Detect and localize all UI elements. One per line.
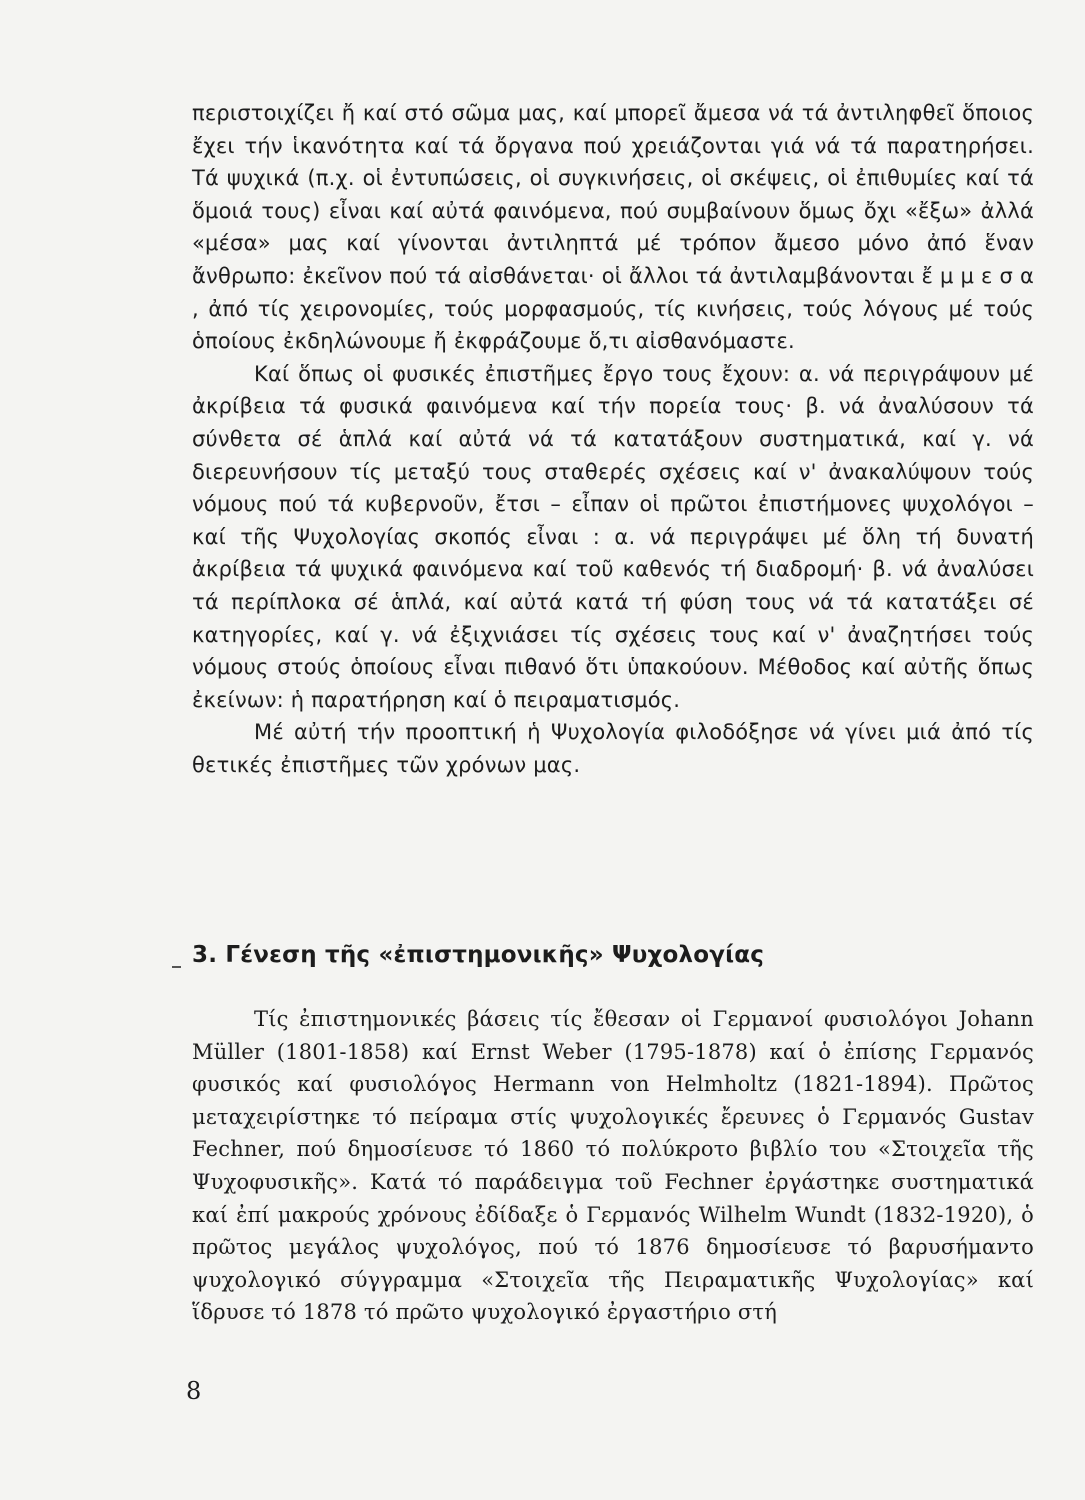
heading-margin-mark (172, 966, 181, 968)
paragraph-scientific-foundations: Τίς ἐπιστημονικές βάσεις τίς ἔθεσαν οἱ Γερμανοί φυσιολόγοι Johann Müller (1801-1858) καί Ernst Weber (1795-1878) καί ὁ ἐπίσης Γερμανός φυσικός καί φυσιολόγος Hermann von Helmholtz (1821-1894). Πρῶτος μεταχειρίστηκε τό πείραμα στίς ψυχολογικές ἔρευνες ὁ Γερμανός Gustav Fechner, πού δημοσίευσε τό 1860 τό πολύκροτο βιβλίο του «Στοιχεῖα τῆς Ψυχοφυσικῆς». Κατά τό παράδειγμα τοῦ Fechner ἐργάστηκε συστηματικά καί ἐπί μακρούς χρόνους ἐδίδαξε ὁ Γερμανός Wilhelm Wundt (1832-1920), ὁ πρῶτος μεγάλος ψυχολόγος, πού τό 1876 δημοσίευσε τό βαρυσήμαντο ψυχολογικό σύγγραμμα «Στοιχεῖα τῆς Πειραματικῆς Ψυχολογίας» καί ἵδρυσε τό 1878 τό πρῶτο ψυχολογικό ἐργαστήριο στή (192, 1007, 1034, 1325)
paragraph-perspective: Μέ αὐτή τήν προοπτική ἡ Ψυχολογία φιλοδόξησε νά γίνει μιά ἀπό τίς θετικές ἐπιστῆμες τῶν χρόνων μας. (192, 720, 1034, 777)
body-text-bottom (192, 1003, 1034, 1329)
section-heading: 3. Γένεση τῆς «ἐπιστημονικῆς» Ψυχολογίας (192, 942, 765, 968)
paragraph-natural-sciences: Καί ὅπως οἱ φυσικές ἐπιστῆμες ἔργο τους ἔχουν: α. νά περιγράψουν μέ ἀκρίβεια τά φυσικά φαινόμενα καί τήν πορεία τους· β. νά ἀναλύσουν τά σύνθετα σέ ἁπλά καί αὐτά νά τά κατατάξουν συστηματικά, καί γ. νά διερευνήσουν τίς μεταξύ τους σταθερές σχέσεις καί ν' ἀνακαλύψουν τούς νόμους πού τά κυβερνοῦν, ἔτσι – εἶπαν οἱ πρῶτοι ἐπιστήμονες ψυχολόγοι – καί τῆς Ψυχολογίας σκοπός εἶναι : α. νά περιγράψει μέ ὅλη τή δυνατή ἀκρίβεια τά ψυχικά φαινόμενα καί τοῦ καθενός τή διαδρομή· β. νά ἀναλύσει τά περίπλοκα σέ ἁπλά, καί αὐτά κατά τή φύση τους νά τά κατατάξει σέ κατηγορίες, καί γ. νά ἐξιχνιάσει τίς σχέσεις τους καί ν' ἀναζητήσει τούς νόμους στούς ὁποίους εἶναι πιθανό ὅτι ὑπακούουν. Μέθοδος καί αὐτῆς ὅπως ἐκείνων: ἡ παρατήρηση καί ὁ πειραματισμός. (192, 361, 1034, 712)
page-number: 8 (186, 1377, 202, 1405)
body-text-top (192, 97, 1034, 781)
paragraph-continuation: περιστοιχίζει ἤ καί στό σῶμα μας, καί μπορεῖ ἄμεσα νά τά ἀντιληφθεῖ ὅποιος ἔχει τήν ἱκανότητα καί τά ὄργανα πού χρειάζονται γιά νά τά παρατηρήσει. Τά ψυχικά (π.χ. οἱ ἐντυπώσεις, οἱ συγκινήσεις, οἱ σκέψεις, οἱ ἐπιθυμίες καί τά ὅμοιά τους) εἶναι καί αὐτά φαινόμενα, πού συμβαίνουν ὅμως ὄχι «ἔξω» ἀλλά «μέσα» μας καί γίνονται ἀντιληπτά μέ τρόπον ἄμεσο μόνο ἀπό ἕναν ἄνθρωπο: ἐκεῖνον πού τά αἰσθάνεται· οἱ ἄλλοι τά ἀντιλαμβάνονται ἔ μ μ ε σ α , ἀπό τίς χειρονομίες, τούς μορφασμούς, τίς κινήσεις, τούς λόγους μέ τούς ὁποίους ἐκδηλώνουμε ἤ ἐκφράζουμε ὅ,τι αἰσθανόμαστε. (192, 101, 1034, 354)
